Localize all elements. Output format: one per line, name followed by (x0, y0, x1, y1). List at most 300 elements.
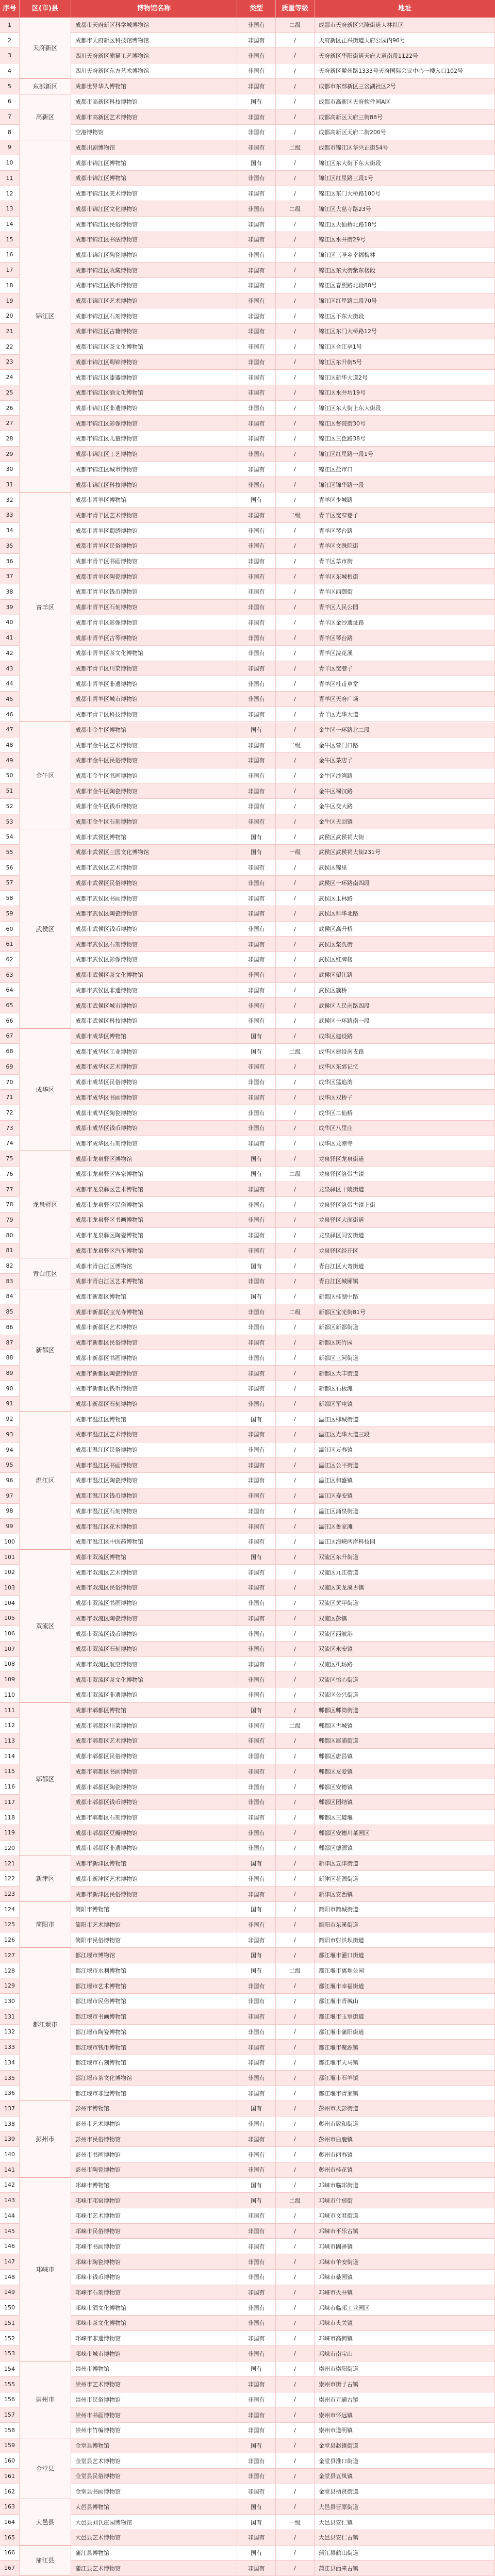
museum-address: 龙泉驿区洛带古镇 (315, 1167, 495, 1182)
quality-level: / (276, 416, 315, 431)
quality-level: / (276, 2009, 315, 2024)
museum-name: 简阳市博物馆 (71, 1902, 237, 1917)
museum-address: 青羊区人民公园 (315, 600, 495, 615)
quality-level: / (276, 707, 315, 722)
row-number: 31 (0, 477, 20, 492)
quality-level: / (276, 1534, 315, 1549)
quality-level: / (276, 2346, 315, 2361)
row-number: 125 (0, 1917, 20, 1932)
quality-level: / (276, 2055, 315, 2070)
museum-type: 非国有 (237, 1687, 276, 1702)
museum-address: 新津区花源街道 (315, 1871, 495, 1886)
museum-address: 郫都区安德川菜园区 (315, 1825, 495, 1840)
museum-name: 成都市金牛区书画博物馆 (71, 768, 237, 783)
museum-address: 金牛区交大路 (315, 799, 495, 814)
row-number: 63 (0, 967, 20, 982)
row-number: 101 (0, 1550, 20, 1565)
museum-name: 邛崃市博物馆 (71, 2178, 237, 2193)
museum-type: 非国有 (237, 79, 276, 94)
museum-type: 非国有 (237, 737, 276, 752)
quality-level: / (276, 79, 315, 94)
museum-address: 锦江区大慈寺路23号 (315, 201, 495, 216)
museum-address: 崇州市道明镇 (315, 2423, 495, 2438)
museum-name: 崇州市书画博物馆 (71, 2407, 237, 2422)
museum-type: 国有 (237, 2515, 276, 2530)
row-number: 113 (0, 1733, 20, 1748)
museum-address: 武侯区簇桥 (315, 983, 495, 998)
museum-name: 成都市武侯区影像博物馆 (71, 952, 237, 967)
row-number: 110 (0, 1687, 20, 1702)
row-number: 18 (0, 278, 20, 293)
row-number: 133 (0, 2040, 20, 2055)
quality-level: / (276, 2162, 315, 2177)
museum-type: 非国有 (237, 1105, 276, 1120)
quality-level: / (276, 967, 315, 982)
row-number: 88 (0, 1350, 20, 1365)
quality-level: / (276, 2484, 315, 2499)
quality-level: / (276, 2132, 315, 2147)
table-row (0, 171, 495, 186)
table-row (0, 661, 495, 677)
table-row (0, 1871, 495, 1886)
quality-level: / (276, 339, 315, 354)
quality-level: / (276, 401, 315, 416)
table-row (0, 155, 495, 171)
quality-level: / (276, 1703, 315, 1718)
row-number: 78 (0, 1197, 20, 1212)
row-number: 103 (0, 1580, 20, 1595)
museum-name: 邛崃市非遗博物馆 (71, 2331, 237, 2346)
museum-address: 锦江区东门大桥路100号 (315, 186, 495, 201)
quality-level: / (276, 799, 315, 814)
museum-address: 简阳市东溪街道 (315, 1917, 495, 1932)
museum-address: 都江堰市石羊镇 (315, 2071, 495, 2086)
quality-level: / (276, 1473, 315, 1488)
quality-level: / (276, 431, 315, 446)
museum-type: 非国有 (237, 1397, 276, 1412)
quality-level: / (276, 1442, 315, 1457)
row-number: 5 (0, 79, 20, 94)
table-row (0, 1059, 495, 1075)
museum-address: 锦江区下东大街段 (315, 308, 495, 323)
museum-name: 都江堰市博物馆 (71, 1948, 237, 1963)
museum-address: 郫都区德源镇 (315, 1841, 495, 1856)
museum-type: 非国有 (237, 1488, 276, 1503)
museum-name: 成都市天府新区科技馆博物馆 (71, 33, 237, 48)
header-no: 序号 (0, 0, 20, 18)
row-number: 132 (0, 2025, 20, 2040)
museum-address: 简阳市射洪坝街道 (315, 1932, 495, 1947)
museum-type: 国有 (237, 1963, 276, 1978)
row-number: 130 (0, 1994, 20, 2009)
museum-address: 郫都区犀浦街道 (315, 1733, 495, 1748)
quality-level: / (276, 1457, 315, 1472)
museum-address: 武侯区武侯祠大街 (315, 829, 495, 844)
quality-level: 二级 (276, 1304, 315, 1319)
quality-level: / (276, 477, 315, 492)
table-row (0, 1565, 495, 1580)
museum-type: 非国有 (237, 416, 276, 431)
quality-level: 二级 (276, 201, 315, 216)
museum-type: 非国有 (237, 554, 276, 569)
museum-type: 非国有 (237, 2530, 276, 2545)
district-cell: 高新区 (20, 94, 71, 140)
quality-level: 二级 (276, 1167, 315, 1182)
quality-level: / (276, 1565, 315, 1580)
museum-name: 成都市锦江区科技博物馆 (71, 477, 237, 492)
museum-address: 武侯区一环路南四段 (315, 876, 495, 891)
museum-address: 温江区涌泉街道 (315, 1504, 495, 1519)
museum-type: 非国有 (237, 355, 276, 370)
museum-name: 成都市龙泉驿区客家博物馆 (71, 1167, 237, 1182)
row-number: 83 (0, 1274, 20, 1289)
museum-name: 成都市锦江区艺术博物馆 (71, 293, 237, 308)
row-number: 140 (0, 2147, 20, 2162)
museum-name: 都江堰市钱币博物馆 (71, 2040, 237, 2055)
museum-type: 非国有 (237, 2071, 276, 2086)
museum-name: 成都市双流区茶文化博物馆 (71, 1672, 237, 1687)
quality-level: / (276, 692, 315, 707)
quality-level: / (276, 2561, 315, 2575)
museum-address: 青羊区杜甫草堂 (315, 676, 495, 691)
museum-type: 国有 (237, 1289, 276, 1304)
museum-address: 温江区公平街道 (315, 1457, 495, 1472)
row-number: 16 (0, 248, 20, 262)
museum-address: 崇州市元通古镇 (315, 2392, 495, 2407)
museum-type: 非国有 (237, 646, 276, 661)
museum-type: 非国有 (237, 1657, 276, 1672)
museum-type: 国有 (237, 2178, 276, 2193)
row-number: 164 (0, 2515, 20, 2530)
table-row (0, 1825, 495, 1841)
museum-name: 成都市成华区工业博物馆 (71, 1044, 237, 1059)
table-row (0, 1075, 495, 1090)
row-number: 124 (0, 1902, 20, 1917)
museum-address: 金堂县栖贤街道 (315, 2484, 495, 2499)
row-number: 102 (0, 1565, 20, 1580)
museum-name: 成都市金牛区艺术博物馆 (71, 737, 237, 752)
quality-level: / (276, 584, 315, 599)
museum-name: 成都市双流区陶瓷博物馆 (71, 1611, 237, 1626)
museum-address: 温江区和盛镇 (315, 1473, 495, 1488)
quality-level: 二级 (276, 1044, 315, 1059)
museum-type: 非国有 (237, 1611, 276, 1626)
quality-level: / (276, 1779, 315, 1794)
museum-address: 天府新区麓州路1333号天府国际会议中心一楼入口102号 (315, 63, 495, 78)
museum-name: 成都市金牛区陶瓷博物馆 (71, 783, 237, 798)
district-cell: 新津区 (20, 1856, 71, 1902)
museum-type: 非国有 (237, 2392, 276, 2407)
museum-address: 邛崃市火井镇 (315, 2285, 495, 2300)
museum-name: 成都市温江区博物馆 (71, 1412, 237, 1426)
museum-address: 武侯区锦里 (315, 860, 495, 875)
table-row (0, 278, 495, 293)
quality-level: / (276, 1902, 315, 1917)
museum-type: 国有 (237, 2361, 276, 2376)
row-number: 33 (0, 508, 20, 523)
museum-address: 青羊区浣花溪 (315, 646, 495, 661)
museum-address: 双流区西航港 (315, 1626, 495, 1641)
quality-level: / (276, 1749, 315, 1764)
museum-name: 成都市锦江区工艺博物馆 (71, 447, 237, 462)
museum-address: 锦江区合江亭1号 (315, 339, 495, 354)
museum-address: 金牛区茶店子 (315, 753, 495, 768)
museum-type: 非国有 (237, 1825, 276, 1840)
table-row (0, 723, 495, 738)
table-row (0, 1917, 495, 1933)
museum-name: 彭州市书画博物馆 (71, 2147, 237, 2162)
row-number: 167 (0, 2561, 20, 2575)
museum-address: 简阳市简城街道 (315, 1902, 495, 1917)
museum-address: 武侯区人民南路四段 (315, 998, 495, 1013)
quality-level: / (276, 2331, 315, 2346)
table-row (0, 2300, 495, 2316)
museum-address: 武侯区高升桥 (315, 922, 495, 937)
museum-name: 成都市锦江区影像博物馆 (71, 416, 237, 431)
museum-address: 青羊区光华大道 (315, 707, 495, 722)
quality-level: / (276, 998, 315, 1013)
table-row (0, 1488, 495, 1504)
museum-type: 非国有 (237, 967, 276, 982)
museum-address: 金牛区天回镇 (315, 814, 495, 829)
row-number: 126 (0, 1932, 20, 1947)
table-row (0, 2377, 495, 2392)
table-row (0, 1795, 495, 1810)
museum-name: 成都世界华人博物馆 (71, 79, 237, 94)
museum-type: 非国有 (237, 2224, 276, 2239)
museum-address: 武侯区科华北路 (315, 906, 495, 921)
row-number: 43 (0, 661, 20, 676)
district-cell: 崇州市 (20, 2361, 71, 2438)
row-number: 163 (0, 2499, 20, 2514)
district-cell: 天府新区 (20, 18, 71, 79)
museum-type: 国有 (237, 493, 276, 507)
museum-type: 国有 (237, 1902, 276, 1917)
quality-level: / (276, 676, 315, 691)
quality-level: / (276, 783, 315, 798)
museum-address: 新都区桂湖中路 (315, 1289, 495, 1304)
row-number: 67 (0, 1029, 20, 1044)
table-row (0, 630, 495, 646)
row-number: 40 (0, 615, 20, 630)
row-number: 145 (0, 2224, 20, 2239)
row-number: 89 (0, 1366, 20, 1381)
table-row (0, 186, 495, 202)
row-number: 60 (0, 922, 20, 937)
table-row (0, 94, 495, 110)
row-number: 123 (0, 1886, 20, 1901)
quality-level: / (276, 1978, 315, 1993)
quality-level: / (276, 2438, 315, 2453)
table-row (0, 2178, 495, 2193)
museum-address: 大邑县安仁古镇 (315, 2530, 495, 2545)
header-type: 类型 (237, 0, 276, 18)
table-row (0, 339, 495, 355)
museum-name: 成都市成华区石刻博物馆 (71, 1136, 237, 1151)
row-number: 162 (0, 2484, 20, 2499)
table-row (0, 1810, 495, 1826)
museum-name: 大邑县博物馆 (71, 2499, 237, 2514)
museum-type: 非国有 (237, 1795, 276, 1810)
museum-type: 国有 (237, 2546, 276, 2561)
quality-level: / (276, 2316, 315, 2331)
table-row (0, 584, 495, 600)
table-row (0, 906, 495, 922)
museum-address: 都江堰市胥家镇 (315, 2086, 495, 2101)
museum-type: 非国有 (237, 768, 276, 783)
museum-name: 都江堰市石刻博物馆 (71, 2055, 237, 2070)
museum-address: 锦江区三圣乡幸福梅林 (315, 248, 495, 262)
row-number: 157 (0, 2407, 20, 2422)
museum-type: 非国有 (237, 63, 276, 78)
museum-type: 非国有 (237, 2086, 276, 2101)
table-row (0, 2515, 495, 2530)
museum-name: 成都市温江区花木博物馆 (71, 1519, 237, 1534)
museum-name: 都江堰市书画博物馆 (71, 2009, 237, 2024)
museum-address: 崇州市街子古镇 (315, 2377, 495, 2392)
museum-address: 武侯区一环路南一段 (315, 1013, 495, 1028)
district-cell: 温江区 (20, 1412, 71, 1549)
row-number: 21 (0, 324, 20, 339)
quality-level: / (276, 2499, 315, 2514)
row-number: 55 (0, 845, 20, 860)
museum-name: 成都市武侯区艺术博物馆 (71, 860, 237, 875)
museum-type: 非国有 (237, 1672, 276, 1687)
row-number: 136 (0, 2086, 20, 2101)
table-row (0, 1090, 495, 1105)
quality-level: / (276, 2361, 315, 2376)
museum-name: 邛崃市钱币博物馆 (71, 2270, 237, 2285)
museum-address: 锦江区水井街29号 (315, 232, 495, 247)
museum-name: 成都市天府新区科学城博物馆 (71, 18, 237, 32)
museum-name: 成都市温江区民俗博物馆 (71, 1442, 237, 1457)
museum-name: 邛崃市陶瓷博物馆 (71, 2254, 237, 2269)
table-row (0, 355, 495, 370)
row-number: 56 (0, 860, 20, 875)
museum-name: 成都市新都区宝光寺博物馆 (71, 1304, 237, 1319)
museum-name: 成都市青羊区古琴博物馆 (71, 630, 237, 645)
museum-address: 锦江区水井坊19号 (315, 385, 495, 400)
museum-type: 非国有 (237, 339, 276, 354)
museum-address: 龙泉驿区十陵街道 (315, 1182, 495, 1197)
quality-level: / (276, 2285, 315, 2300)
museum-type: 非国有 (237, 1320, 276, 1335)
museum-address: 新都区三河街道 (315, 1350, 495, 1365)
museum-address: 武侯区武侯祠大街231号 (315, 845, 495, 860)
museum-type: 非国有 (237, 1917, 276, 1932)
table-row (0, 2147, 495, 2162)
museum-name: 成都市龙泉驿区书画博物馆 (71, 1212, 237, 1227)
table-row (0, 1703, 495, 1718)
museum-address: 彭州市天彭街道 (315, 2101, 495, 2116)
table-row (0, 1886, 495, 1902)
table-row (0, 1212, 495, 1228)
row-number: 139 (0, 2132, 20, 2147)
museum-address: 青羊区草市街 (315, 554, 495, 569)
museum-address: 成华区东郊记忆 (315, 1059, 495, 1074)
row-number: 39 (0, 600, 20, 615)
museum-address: 邛崃市平乐古镇 (315, 2224, 495, 2239)
museum-type: 非国有 (237, 2162, 276, 2177)
table-row (0, 2453, 495, 2469)
row-number: 8 (0, 125, 20, 140)
museum-address: 金堂县赵镇街道 (315, 2438, 495, 2453)
museum-name: 成都市武侯区书画博物馆 (71, 891, 237, 906)
row-number: 22 (0, 339, 20, 354)
museum-name: 成都市青羊区非遗博物馆 (71, 676, 237, 691)
museum-address: 邛崃市文君街道 (315, 2208, 495, 2223)
museum-type: 非国有 (237, 630, 276, 645)
museum-address: 天府新区正兴街道天府公园内96号 (315, 33, 495, 48)
museum-address: 成华区八里庄 (315, 1121, 495, 1136)
quality-level: / (276, 723, 315, 737)
row-number: 51 (0, 783, 20, 798)
table-row (0, 2285, 495, 2301)
district-cell: 邛崃市 (20, 2178, 71, 2361)
museum-type: 非国有 (237, 2407, 276, 2422)
row-number: 35 (0, 538, 20, 553)
museum-address: 温江区鲁家滩 (315, 1519, 495, 1534)
table-row (0, 477, 495, 493)
table-row (0, 2423, 495, 2438)
quality-level: / (276, 1488, 315, 1503)
museum-type: 非国有 (237, 998, 276, 1013)
museum-name: 四川天府新区东方艺术博物馆 (71, 63, 237, 78)
row-number: 97 (0, 1488, 20, 1503)
table-row (0, 707, 495, 723)
table-row (0, 125, 495, 140)
museum-address: 双流区公兴街道 (315, 1687, 495, 1702)
museum-name: 成都市武侯区民俗博物馆 (71, 876, 237, 891)
quality-level: / (276, 569, 315, 584)
museum-name: 成都市高新区科技博物馆 (71, 94, 237, 109)
museum-type: 非国有 (237, 248, 276, 262)
row-number: 80 (0, 1228, 20, 1243)
museum-type: 非国有 (237, 33, 276, 48)
museum-type: 非国有 (237, 2208, 276, 2223)
quality-level: / (276, 33, 315, 48)
museum-name: 成都市郫都区博物馆 (71, 1703, 237, 1718)
quality-level: / (276, 860, 315, 875)
table-row (0, 416, 495, 431)
quality-level: / (276, 1733, 315, 1748)
museum-name: 成都市双流区书画博物馆 (71, 1596, 237, 1611)
row-number: 121 (0, 1856, 20, 1871)
row-number: 112 (0, 1718, 20, 1733)
quality-level: / (276, 1182, 315, 1197)
museum-type: 非国有 (237, 385, 276, 400)
table-row (0, 1013, 495, 1029)
row-number: 92 (0, 1412, 20, 1426)
museum-name: 成都市龙泉驿区艺术博物馆 (71, 1182, 237, 1197)
museum-type: 非国有 (237, 569, 276, 584)
museum-name: 成都市锦江区博物馆 (71, 171, 237, 186)
quality-level: / (276, 232, 315, 247)
museum-address: 青羊区文殊院街 (315, 538, 495, 553)
museum-type: 国有 (237, 2499, 276, 2514)
table-row (0, 2224, 495, 2239)
museum-address: 郫都区团结镇 (315, 1795, 495, 1810)
quality-level: / (276, 2224, 315, 2239)
row-number: 87 (0, 1335, 20, 1350)
table-row (0, 1151, 495, 1167)
museum-address: 锦江区东大街下东大街段 (315, 155, 495, 170)
row-number: 161 (0, 2469, 20, 2484)
table-row (0, 1350, 495, 1366)
museum-name: 蒲江县博物馆 (71, 2546, 237, 2561)
museum-type: 非国有 (237, 2025, 276, 2040)
row-number: 85 (0, 1304, 20, 1319)
